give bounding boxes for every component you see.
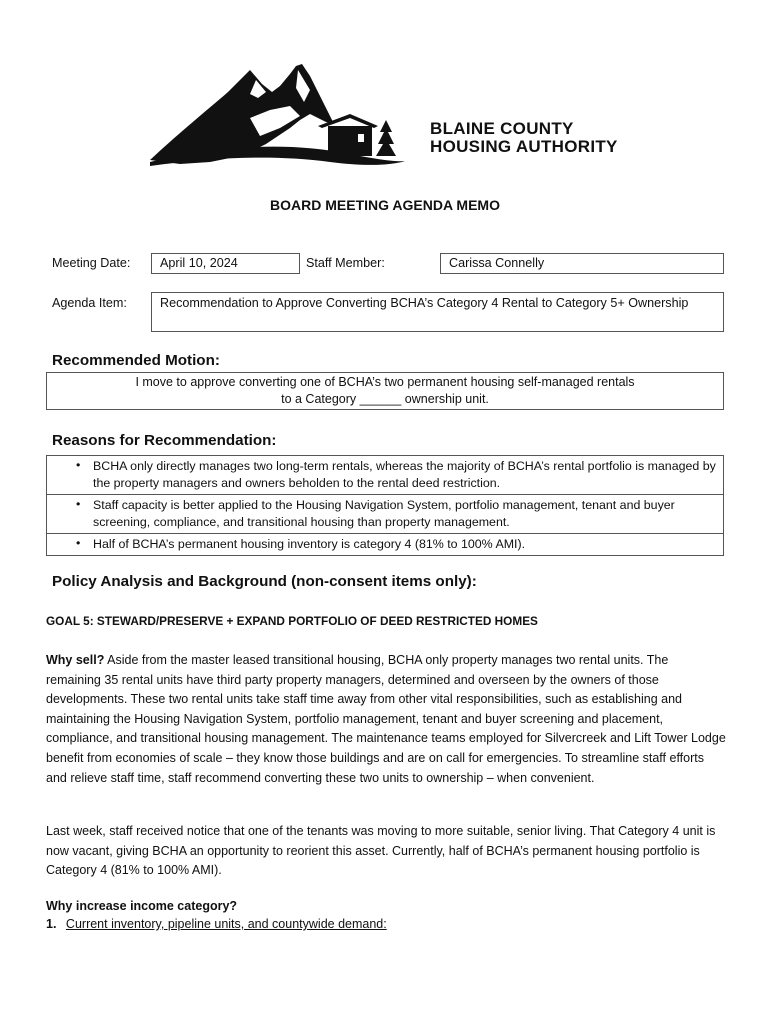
- why-increase-heading: Why increase income category?: [46, 899, 238, 913]
- memo-title: BOARD MEETING AGENDA MEMO: [270, 197, 500, 213]
- reason-text: Half of BCHA’s permanent housing inventory is category 4 (81% to 100% AMI).: [93, 537, 526, 551]
- reasons-table: [46, 455, 724, 556]
- bullet-icon: •: [76, 458, 81, 472]
- recommended-motion-heading: Recommended Motion:: [52, 352, 220, 369]
- list-item-text: Current inventory, pipeline units, and countywide demand:: [65, 917, 387, 931]
- org-name-line2: HOUSING AUTHORITY: [430, 137, 618, 156]
- motion-line-2: to a Category ______ ownership unit.: [281, 392, 489, 406]
- agenda-item-field: Recommendation to Approve Converting BCHA’s Category 4 Rental to Category 5+ Ownership: [151, 292, 724, 332]
- reason-row: [47, 456, 724, 495]
- list-number: 1.: [46, 917, 57, 931]
- reason-text: BCHA only directly manages two long-term rentals, whereas the majority of BCHA’s rental portfolio is managed by the property managers and owners beholden to the rental deed restriction.: [93, 459, 716, 490]
- bullet-icon: •: [76, 497, 81, 511]
- staff-member-label: Staff Member:: [306, 256, 385, 270]
- staff-member-field: Carissa Connelly: [440, 253, 724, 274]
- house-body: [328, 126, 372, 156]
- reason-text: Staff capacity is better applied to the Housing Navigation System, portfolio management, tenant and buyer screening, compliance, and transitional housing than property management.: [93, 498, 675, 529]
- bullet-icon: •: [76, 536, 81, 550]
- motion-box: [46, 372, 724, 410]
- reason-row: [47, 534, 724, 556]
- motion-line-1: I move to approve converting one of BCHA’s two permanent housing self-managed rentals: [135, 375, 635, 389]
- why-sell-text: Aside from the master leased transitional housing, BCHA only property manages two rental units. The remaining 35 rental units have third party property managers, determined and overseen by the owners of those developments. These two rental units take staff time away from other vital responsibilities, such as establishing and maintaining the Housing Navigation System, portfolio management, tenant and buyer screening and placement, compliance, and transitional housing management. The maintenance teams employed for Silvercreek and Lift Tower Lodge benefit from economies of scale – they know those buildings and are on call for emergencies. To streamline staff efforts and relieve staff time, staff recommend converting these two units to ownership – when convenient.: [46, 653, 726, 785]
- policy-analysis-heading: Policy Analysis and Background (non-consent items only):: [52, 573, 477, 590]
- why-sell-label: Why sell?: [46, 653, 105, 667]
- house-window: [358, 134, 364, 142]
- reason-row: [47, 495, 724, 534]
- reasons-heading: Reasons for Recommendation:: [52, 432, 277, 449]
- meeting-date-label: Meeting Date:: [52, 256, 131, 270]
- last-week-paragraph: Last week, staff received notice that one of the tenants was moving to more suitable, senior living. That Category 4 unit is now vacant, giving BCHA an opportunity to reorient this asset. Currently, half of BCHA’s permanent housing portfolio is Category 4 (81% to 100% AMI).: [46, 824, 716, 878]
- agenda-item-label: Agenda Item:: [52, 296, 127, 310]
- mountain-house-logo: [150, 62, 410, 167]
- numbered-list-item: [46, 917, 387, 931]
- meeting-date-field: April 10, 2024: [151, 253, 300, 274]
- pine-tree: [376, 120, 396, 156]
- org-name-line1: BLAINE COUNTY: [430, 119, 574, 138]
- goal-heading: GOAL 5: STEWARD/PRESERVE + EXPAND PORTFOLIO OF DEED RESTRICTED HOMES: [46, 614, 538, 628]
- why-sell-paragraph: [46, 651, 726, 788]
